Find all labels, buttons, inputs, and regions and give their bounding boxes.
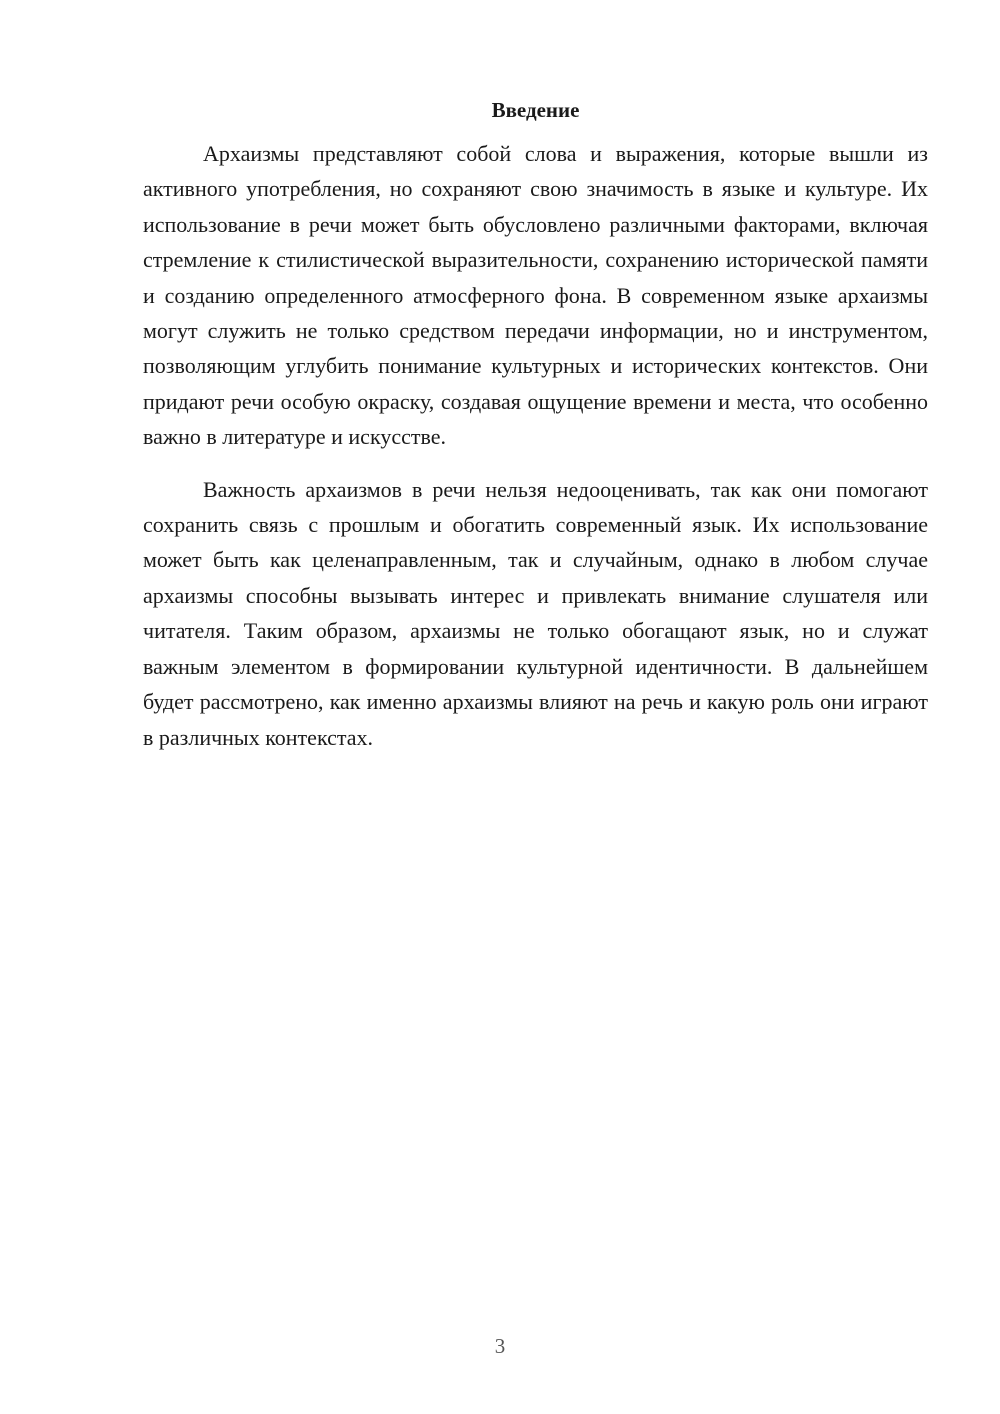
- paragraph-1: Архаизмы представляют собой слова и выражения, которые вышли из активного употребления, но сохраняют свою значимость в языке и культуре. Их использование в речи может быть обусловлено различными факторами, включая стремление к стилистической выразительности, сохранению исторической памяти и созданию определенного атмосферного фона. В современном языке архаизмы могут служить не только средством передачи информации, но и инструментом, позволяющим углубить понимание культурных и исторических контекстов. Они придают речи особую окраску, создавая ощущение времени и места, что особенно важно в литературе и искусстве.: [143, 141, 928, 450]
- page-content: [143, 94, 928, 772]
- page-number: 3: [494, 1334, 506, 1358]
- section-heading: Введение: [491, 98, 580, 122]
- paragraph-2: Важность архаизмов в речи нельзя недооценивать, так как они помогают сохранить связь с прошлым и обогатить современный язык. Их использование может быть как целенаправленным, так и случайным, однако в любом случае архаизмы способны вызывать интерес и привлекать внимание слушателя или читателя. Таким образом, архаизмы не только обогащают язык, но и служат важным элементом в формировании культурной идентичности. В дальнейшем будет рассмотрено, как именно архаизмы влияют на речь и какую роль они играют в различных контекстах.: [143, 476, 928, 750]
